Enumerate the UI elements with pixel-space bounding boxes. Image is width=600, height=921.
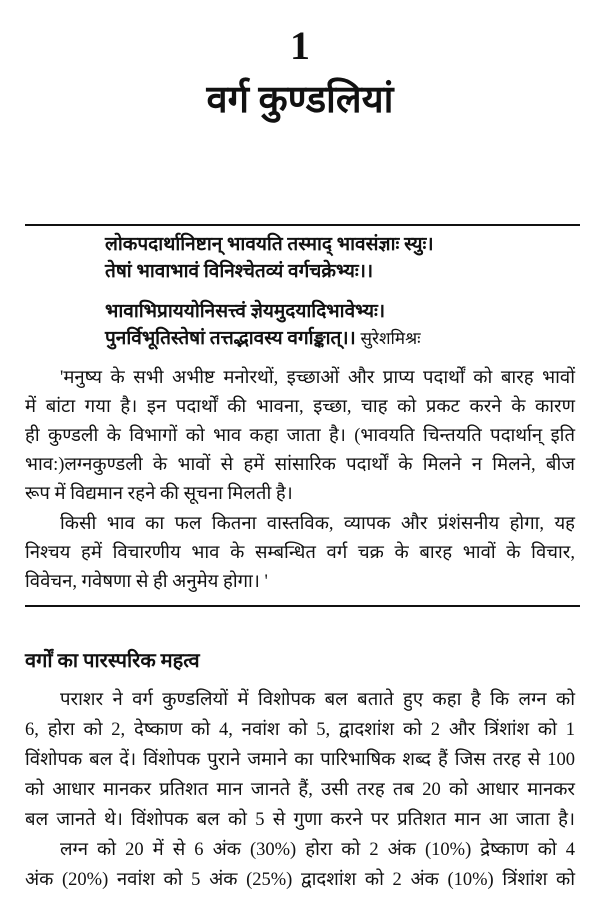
body-line: पराशर ने वर्ग कुण्डलियों में विशोपक बल बताते हुए कहा है कि लग्न को <box>60 690 575 710</box>
verse-line: लोकपदार्थानिष्टान् भावयति तस्माद् भावसंज्ञाः स्युः। <box>105 234 434 255</box>
verse-source: सुरेशमिश्रः <box>360 329 421 348</box>
quote-line: ही कुण्डली के विभागों को भाव कहा जाता है। (भावयति चिन्तयति पदार्थान् इति <box>25 426 575 446</box>
verse-line <box>105 324 421 350</box>
chapter-number: 1 <box>290 23 310 68</box>
body-line: बल जानते थे। विंशोपक बल को 5 से गुणा करने पर प्रतिशत मान आ जाता है। <box>25 810 575 830</box>
bottom-divider <box>25 605 580 607</box>
quote-line: 'मनुष्य के सभी अभीष्ट मनोरथों, इच्छाओं और प्राप्य पदार्थों को बारह भावों <box>60 368 575 388</box>
quote-line: रूप में विद्यमान रहने की सूचना मिलती है। <box>25 484 293 504</box>
body-line: लग्न को 20 में से 6 अंक (30%) होरा को 2 अंक (10%) द्रेष्काण को 4 <box>60 840 575 860</box>
chapter-title: वर्ग कुण्डलियां <box>206 79 394 121</box>
body-line: 6, होरा को 2, देष्काण को 4, नवांश को 5, द्वादशांश को 2 और त्रिंशांश को 1 <box>25 720 575 740</box>
body-line: विंशोपक बल दें। विंशोपक पुराने जमाने का पारिभाषिक शब्द हैं जिस तरह से 100 <box>25 750 575 770</box>
quote-line: में बांटा गया है। इन पदार्थों की भावना, इच्छा, चाह को प्रकट करने के कारण <box>25 397 575 417</box>
body-line: अंक (20%) नवांश को 5 अंक (25%) द्वादशांश को 2 अंक (10%) त्रिंशांश को <box>25 870 575 890</box>
top-divider <box>25 224 580 226</box>
verse-text: पुनर्विभूतिस्तेषां तत्तद्भावस्य वर्गाङ्कात्।। <box>105 328 356 349</box>
quote-line: विवेचन, गवेषणा से ही अनुमेय होगा। ' <box>25 572 268 592</box>
body-line: को आधार मानकर प्रतिशत मान जानते हैं, उसी तरह तब 20 को आधार मानकर <box>25 780 575 800</box>
section-heading: वर्गों का पारस्परिक महत्व <box>25 650 200 672</box>
quote-line: भाव:)लग्नकुण्डली के भावों से हमें सांसारिक पदार्थों के मिलने न मिलने, बीज <box>25 455 575 475</box>
verse-line: तेषां भावाभावं विनिश्चेतव्यं वर्गचक्रेभ्यः।। <box>105 261 374 282</box>
verse-line: भावाभिप्राययोनिसत्त्वं ज्ञेयमुदयादिभावेभ्यः। <box>105 301 386 322</box>
quote-line: निश्चय हमें विचारणीय भाव के सम्बन्धित वर्ग चक्र के बारह भावों के विचार, <box>25 543 575 563</box>
quote-line: किसी भाव का फल कितना वास्तविक, व्यापक और प्रंशंसनीय होगा, यह <box>60 514 575 534</box>
